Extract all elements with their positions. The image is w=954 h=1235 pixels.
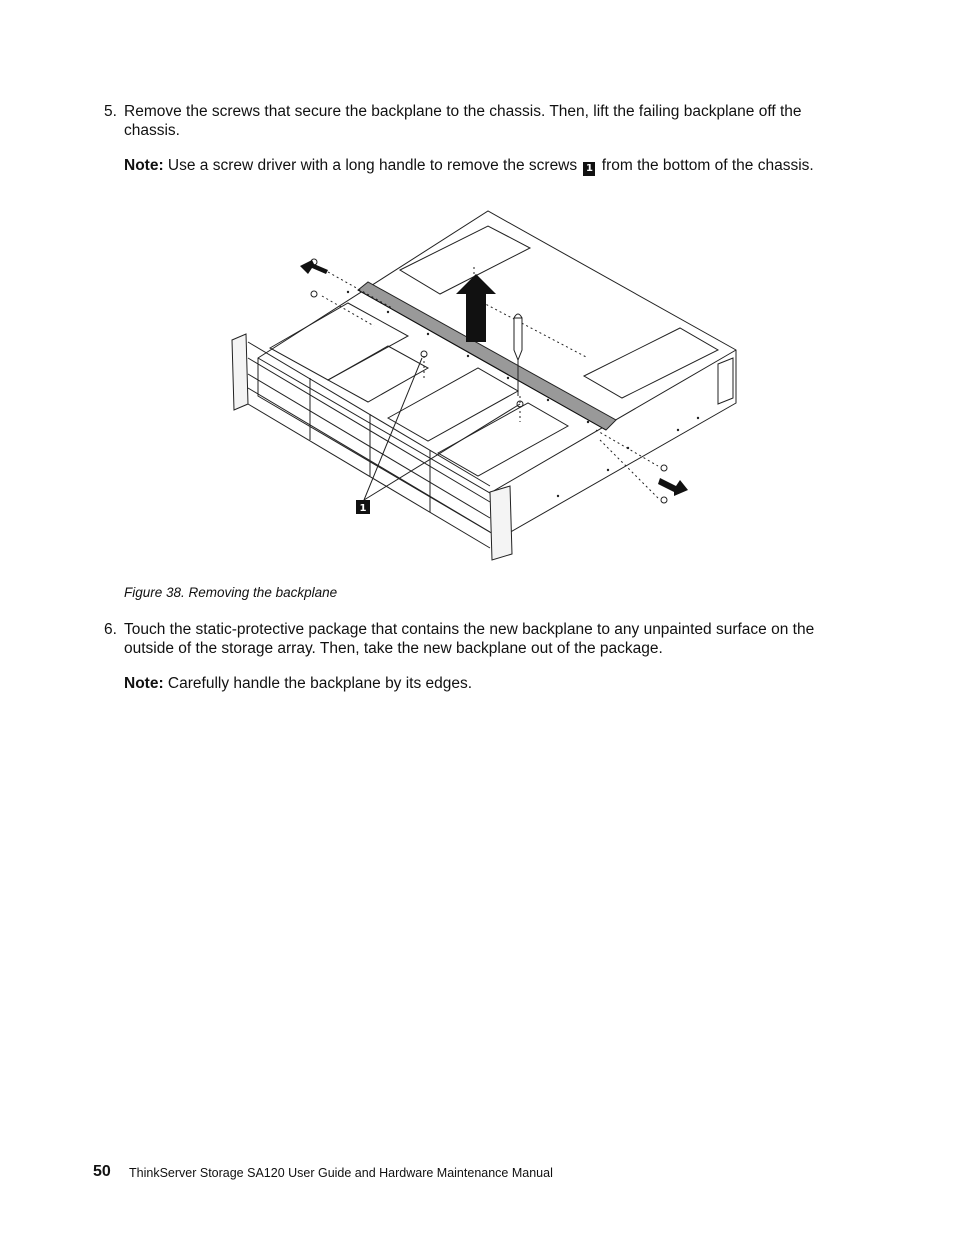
note-text-before: Use a screw driver with a long handle to remove the screws xyxy=(167,157,578,174)
note-label: Note: xyxy=(124,675,164,692)
figure-callout: 1 xyxy=(359,503,367,514)
document-title: ThinkServer Storage SA120 User Guide and Hardware Maintenance Manual xyxy=(129,1166,553,1180)
note-label: Note: xyxy=(124,157,164,174)
step-text: Touch the static-protective package that contains the new backplane to any unpainted surface on the outside of the storage array. Then, take the new backplane out of the package. xyxy=(124,621,815,657)
note-text-after: from the bottom of the chassis. xyxy=(601,157,814,174)
callout-marker: 1 xyxy=(583,162,595,176)
figure-caption: Figure 38. Removing the backplane xyxy=(124,585,338,600)
step-6-note xyxy=(124,674,472,693)
backplane-removal-illustration xyxy=(228,208,743,568)
step-number: 5. xyxy=(104,103,117,120)
step-5-note xyxy=(124,156,814,176)
step-number: 6. xyxy=(104,621,117,638)
step-text: Remove the screws that secure the backplane to the chassis. Then, lift the failing backplane off the chassis. xyxy=(124,103,802,139)
page-number: 50 xyxy=(93,1163,111,1180)
note-text: Carefully handle the backplane by its edges. xyxy=(167,675,473,692)
